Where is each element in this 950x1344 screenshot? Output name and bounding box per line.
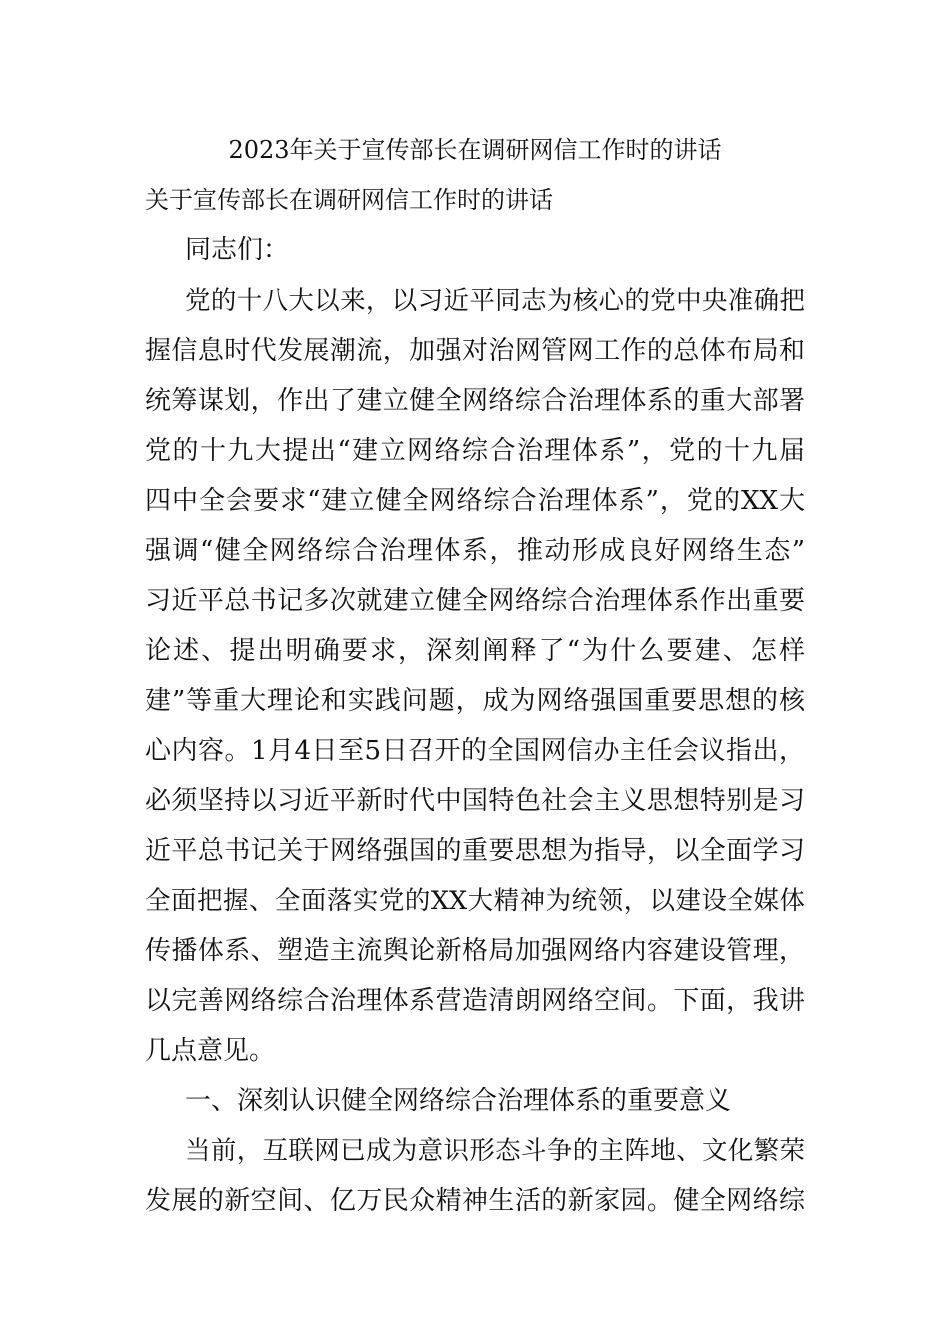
paragraph-line: 近平总书记关于网络强国的重要思想为指导，以全面学习 [145,836,805,866]
document-subtitle: 关于宣传部长在调研网信工作时的讲话 [145,186,553,214]
paragraph-line: 全面把握、全面落实党的XX大精神为统领，以建设全媒体 [145,886,805,916]
paragraph-line: 当前，互联网已成为意识形态斗争的主阵地、文化繁荣 [185,1136,805,1166]
paragraph-line: 论述、提出明确要求，深刻阐释了“为什么要建、怎样 [145,636,805,666]
paragraph-line: 强调“健全网络综合治理体系，推动形成良好网络生态” [145,536,805,566]
paragraph-line: 习近平总书记多次就建立健全网络综合治理体系作出重要 [145,586,805,616]
document-title: 2023年关于宣传部长在调研网信工作时的讲话 [228,136,722,164]
salutation: 同志们： [185,235,290,265]
paragraph-line: 建”等重大理论和实践问题，成为网络强国重要思想的核 [145,686,805,716]
paragraph-line: 党的十八大以来，以习近平同志为核心的党中央准确把 [185,286,805,316]
paragraph-line: 握信息时代发展潮流，加强对治网管网工作的总体布局和 [145,336,805,366]
paragraph-line: 传播体系、塑造主流舆论新格局加强网络内容建设管理， [145,936,805,966]
section-heading: 一、深刻认识健全网络综合治理体系的重要意义 [185,1086,732,1116]
paragraph-line: 发展的新空间、亿万民众精神生活的新家园。健全网络综 [145,1186,805,1216]
paragraph-line: 党的十九大提出“建立网络综合治理体系”，党的十九届 [145,436,805,466]
paragraph-line: 几点意见。 [145,1036,276,1066]
paragraph-line: 以完善网络综合治理体系营造清朗网络空间。下面，我讲 [145,986,805,1016]
paragraph-line: 必须坚持以习近平新时代中国特色社会主义思想特别是习 [145,786,805,816]
paragraph-line: 统筹谋划，作出了建立健全网络综合治理体系的重大部署 [145,386,805,416]
paragraph-line: 心内容。1月4日至5日召开的全国网信办主任会议指出， [145,736,805,766]
paragraph-line: 四中全会要求“建立健全网络综合治理体系”，党的XX大 [145,486,805,516]
